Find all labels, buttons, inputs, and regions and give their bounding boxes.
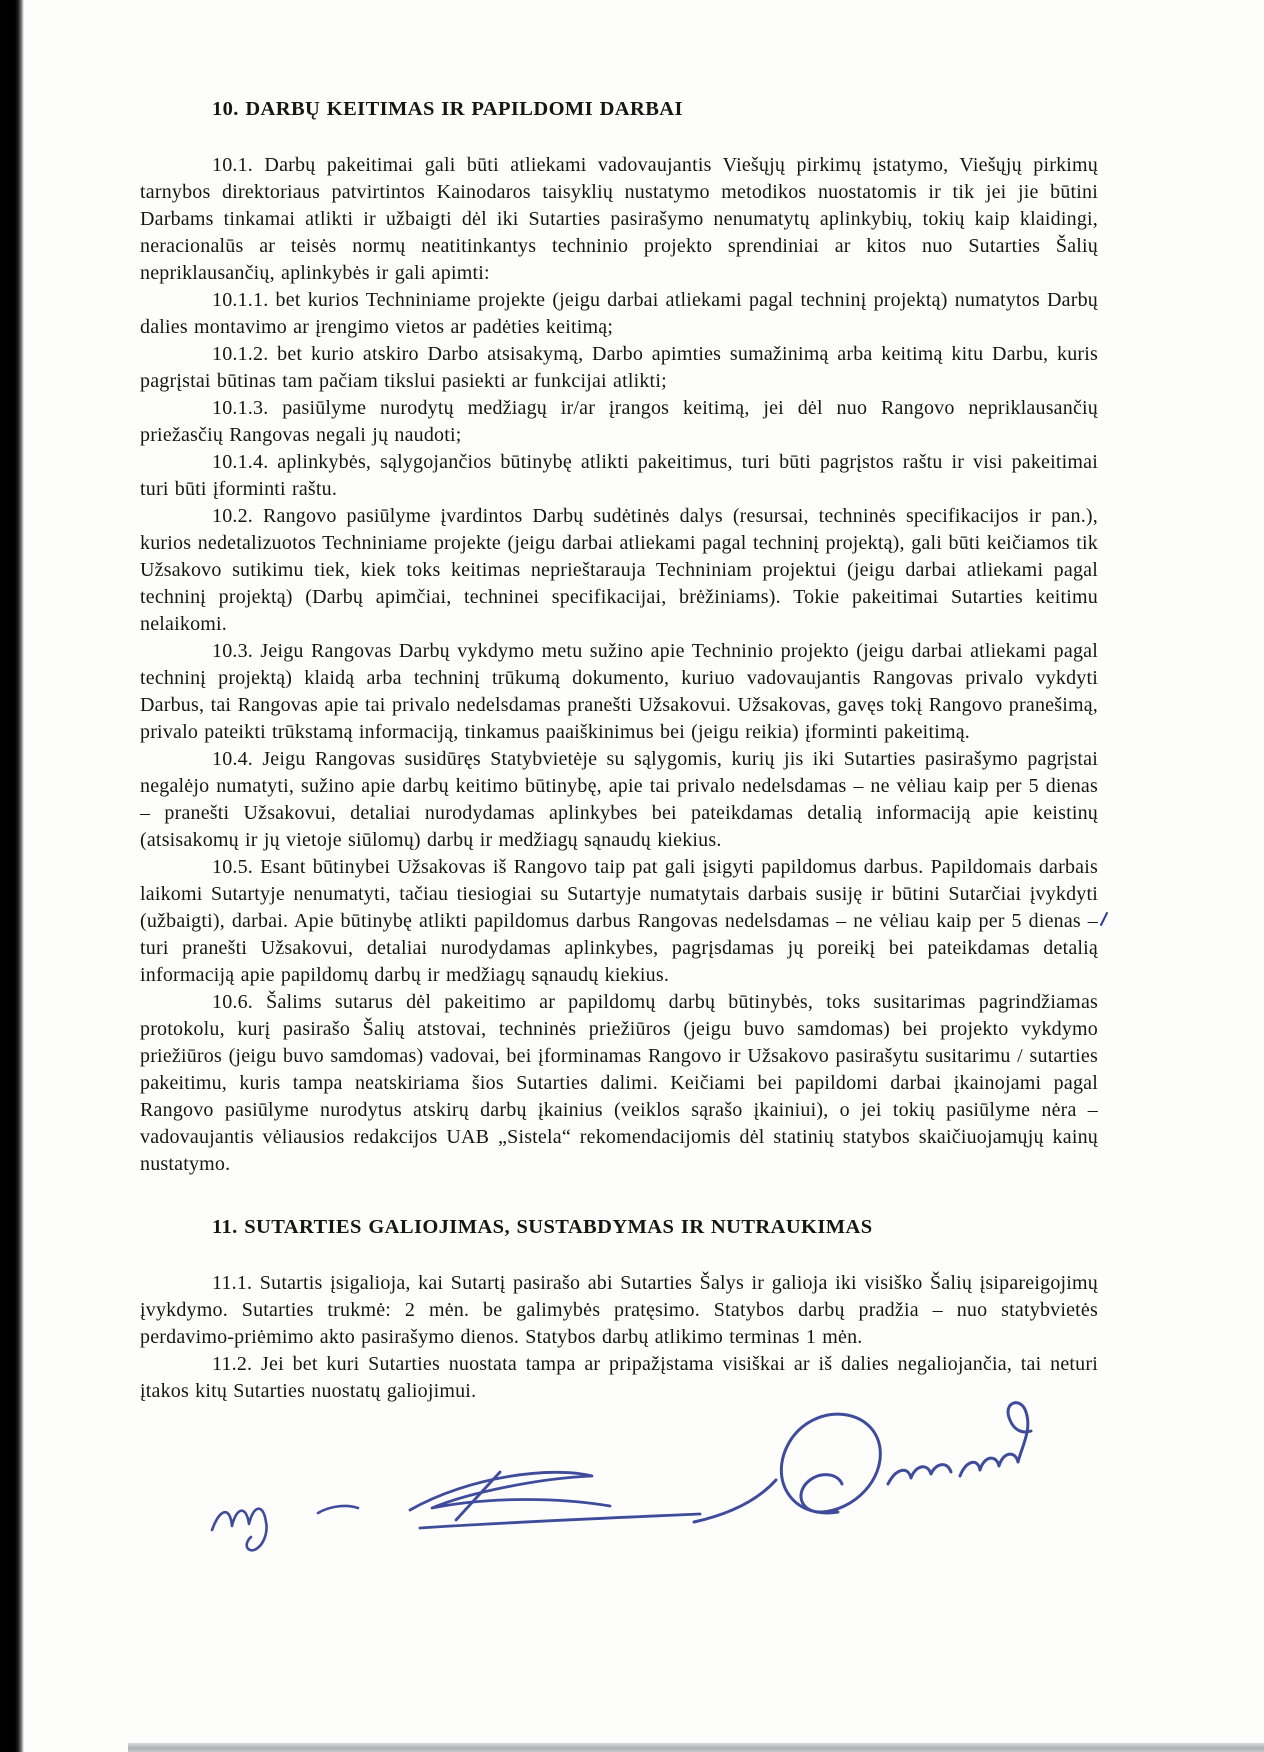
scan-edge-left	[0, 0, 24, 1752]
section-11	[140, 1214, 1098, 1405]
paragraph-11-2: 11.2. Jei bet kuri Sutarties nuostata tampa ar pripažįstama visiškai ar iš dalies negaliojančia, tai neturi įtakos kitų Sutarties nuostatų galiojimui.	[140, 1353, 1098, 1402]
paragraph-10-3: 10.3. Jeigu Rangovas Darbų vykdymo metu sužino apie Techninio projekto (jeigu darbai atliekami pagal techninį projektą) klaidą arba techninį trūkumą dokumento, kuriuo vadovaujantis Rangovas privalo vykdyti Darbus, tai Rangovas apie tai privalo nedelsdamas pranešti Užsakovui. Užsakovas, gavęs tokį Rangovo pranešimą, privalo pateikti trūkstamą informaciją, tinkamus paaiškinimus bei (jeigu reikia) įforminti pakeitimą.	[140, 640, 1098, 743]
paragraph-10-5: 10.5. Esant būtinybei Užsakovas iš Rangovo taip pat gali įsigyti papildomus darbus. Papildomais darbais laikomi Sutartyje nenumatyti, tačiau tiesiogiai su Sutartyje numatytais darbais susiję ir būtini Sutarčiai įvykdyti (užbaigti), darbai. Apie būtinybę atlikti papildomus darbus Rangovas nedelsdamas – ne vėliau kaip per 5 dienas – turi pranešti Užsakovui, detaliai nurodydamas aplinkybes, pagrįsdamas jų poreikį bei pateikdamas detalią informaciją apie papildomų darbų ir medžiagų sąnaudų kiekius.	[140, 856, 1098, 986]
paragraph-10-4: 10.4. Jeigu Rangovas susidūręs Statybvietėje su sąlygomis, kurių jis iki Sutarties pasirašymo pagrįstai negalėjo numatyti, sužino apie darbų keitimo būtinybę, apie tai privalo nedelsdamas – ne vėliau kaip per 5 dienas – pranešti Užsakovui, detaliai nurodydamas aplinkybes bei pateikdamas detalią informaciją apie keistinų (atsisakomų ir jų vietoje siūlomų) darbų ir medžiagų sąnaudų kiekius.	[140, 748, 1098, 851]
signatures-ink	[170, 1380, 1090, 1640]
paragraph-10-1-4: 10.1.4. aplinkybės, sąlygojančios būtinybę atlikti pakeitimus, turi būti pagrįstos raštu ir visi pakeitimai turi būti įforminti raštu.	[140, 451, 1098, 500]
document-content	[140, 96, 1098, 1405]
paragraph-10-2: 10.2. Rangovo pasiūlyme įvardintos Darbų sudėtinės dalys (resursai, techninės specifikacijos ir pan.), kurios nedetalizuotos Techniniame projekte (jeigu darbai atliekami pagal techninį projektą), gali būti keičiamos tik Užsakovo sutikimu tiek, kiek toks keitimas neprieštarauja Techniniam projektui (jeigu darbai atliekami pagal techninį projektą) (Darbų apimčiai, techninei specifikacijai, brėžiniams). Tokie pakeitimai Sutarties keitimu nelaikomi.	[140, 505, 1098, 635]
signature-right	[694, 1403, 1031, 1522]
paragraph-10-1-2: 10.1.2. bet kurio atskiro Darbo atsisakymą, Darbo apimties sumažinimą arba keitimą kitu Darbu, kuris pagrįstai būtinas tam pačiam tikslui pasiekti ar funkcijai atlikti;	[140, 343, 1098, 392]
ink-tick-mark	[1098, 910, 1110, 928]
paragraph-10-1-3: 10.1.3. pasiūlyme nurodytų medžiagų ir/ar įrangos keitimą, jei dėl nuo Rangovo nepriklausančių priežasčių Rangovas negali jų naudoti;	[140, 397, 1098, 446]
paragraph-11-1: 11.1. Sutartis įsigalioja, kai Sutartį pasirašo abi Sutarties Šalys ir galioja iki visiško Šalių įsipareigojimų įvykdymo. Sutarties trukmė: 2 mėn. be galimybės pratęsimo. Statybos darbų pradžia – nuo statybvietės perdavimo-priėmimo akto pasirašymo dienos. Statybos darbų atlikimo terminas 1 mėn.	[140, 1272, 1098, 1348]
section-10	[140, 96, 1098, 1178]
signature-middle	[410, 1472, 700, 1528]
section-10-title: 10. DARBŲ KEITIMAS IR PAPILDOMI DARBAI	[212, 98, 683, 120]
section-11-title: 11. SUTARTIES GALIOJIMAS, SUSTABDYMAS IR NUTRAUKIMAS	[212, 1216, 873, 1238]
paragraph-10-6: 10.6. Šalims sutarus dėl pakeitimo ar papildomų darbų būtinybės, toks susitarimas pagrindžiamas protokolu, kurį pasirašo Šalių atstovai, techninės priežiūros (jeigu buvo samdomas) bei projekto vykdymo priežiūros (jeigu buvo samdomas) vadovai, bei įforminamas Rangovo ir Užsakovo pasirašytu susitarimu / sutarties pakeitimu, kuris tampa neatskiriama šios Sutarties dalimi. Keičiami bei papildomi darbai įkainojami pagal Rangovo pasiūlyme nurodytus atskirų darbų įkainius (veiklos sąrašo įkainiui), o jei tokių pasiūlyme nėra – vadovaujantis vėliausios redakcijos UAB „Sistela“ rekomendacijomis dėl statinių statybos skaičiuojamųjų kainų nustatymo.	[140, 991, 1098, 1175]
paragraph-10-1: 10.1. Darbų pakeitimai gali būti atliekami vadovaujantis Viešųjų pirkimų įstatymo, Viešųjų pirkimų tarnybos direktoriaus patvirtintos Kainodaros taisyklių nustatymo metodikos nuostatomis ir tik jei jie būtini Darbams tinkamai atlikti ir užbaigti dėl iki Sutarties pasirašymo nenumatytų aplinkybių, tokių kaip klaidingi, neracionalūs ar teisės normų neatitinkantys techninio projekto sprendiniai ar kitos nuo Sutarties Šalių nepriklausančių, aplinkybės ir gali apimti:	[140, 154, 1098, 284]
paragraph-10-1-1: 10.1.1. bet kurios Techniniame projekte (jeigu darbai atliekami pagal techninį projektą) numatytos Darbų dalies montavimo ar įrengimo vietos ar padėties keitimą;	[140, 289, 1098, 338]
signature-area	[170, 1380, 1090, 1640]
signature-left	[212, 1506, 358, 1550]
scan-edge-bottom	[128, 1743, 1264, 1752]
